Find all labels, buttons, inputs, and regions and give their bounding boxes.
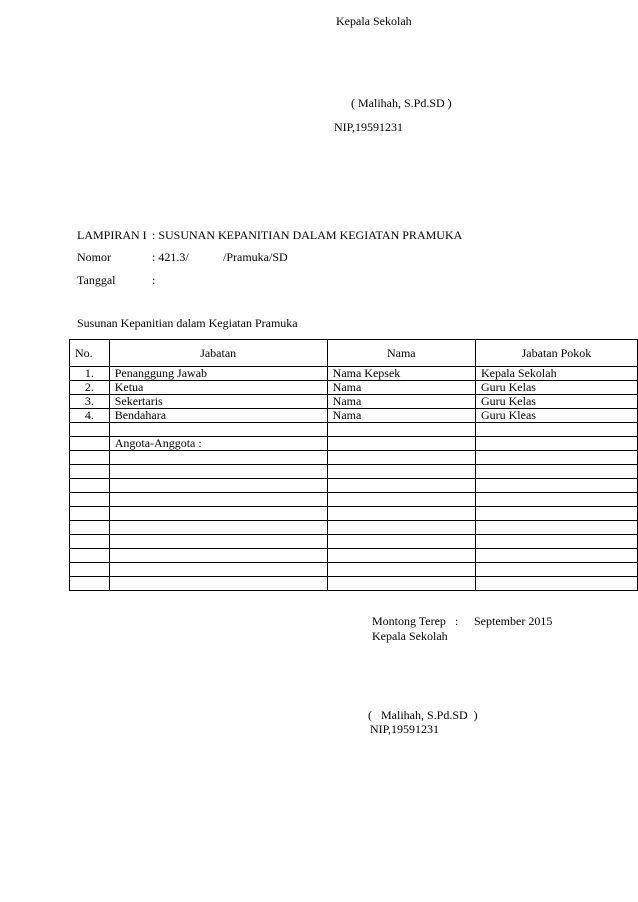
cell-nama — [327, 437, 475, 451]
cell-no: 1. — [70, 367, 110, 381]
cell-jabatan: Sekertaris — [109, 395, 327, 409]
cell-nama — [327, 493, 475, 507]
cell-jabatan-pokok — [475, 493, 637, 507]
cell-jabatan: Penanggung Jawab — [109, 367, 327, 381]
table-row — [70, 493, 638, 507]
cell-no — [70, 493, 110, 507]
top-sign-name: ( Malihah, S.Pd.SD ) — [351, 96, 452, 110]
table-row — [70, 479, 638, 493]
cell-nama — [327, 521, 475, 535]
cell-nama — [327, 507, 475, 521]
cell-no — [70, 521, 110, 535]
cell-nama — [327, 423, 475, 437]
cell-nama — [327, 577, 475, 591]
bottom-sign-name: ( Malihah, S.Pd.SD ) — [368, 708, 478, 722]
cell-jabatan — [109, 577, 327, 591]
lampiran-value: : SUSUNAN KEPANITIAN DALAM KEGIATAN PRAMUKA — [152, 228, 463, 242]
top-sign-role: Kepala Sekolah — [336, 14, 412, 28]
top-sign-nip: NIP,19591231 — [334, 120, 404, 134]
table-row — [70, 577, 638, 591]
bottom-sign-colon: : — [455, 614, 459, 628]
cell-jabatan-pokok — [475, 535, 637, 549]
cell-jabatan — [109, 563, 327, 577]
cell-no — [70, 549, 110, 563]
cell-nama: Nama — [327, 381, 475, 395]
cell-jabatan-pokok: Guru Kleas — [475, 409, 637, 423]
table-row — [70, 381, 638, 395]
cell-jabatan-pokok — [475, 465, 637, 479]
cell-jabatan — [109, 451, 327, 465]
header-jabatan-pokok: Jabatan Pokok — [475, 340, 637, 367]
cell-jabatan — [109, 479, 327, 493]
cell-jabatan-pokok — [475, 437, 637, 451]
cell-nama — [327, 451, 475, 465]
table-row — [70, 465, 638, 479]
cell-jabatan-pokok — [475, 507, 637, 521]
nomor-value: : 421.3/ — [152, 250, 189, 264]
cell-no: 2. — [70, 381, 110, 395]
cell-nama: Nama Kepsek — [327, 367, 475, 381]
cell-jabatan-pokok — [475, 549, 637, 563]
bottom-sign-place: Montong Terep — [372, 614, 446, 628]
cell-jabatan: Ketua — [109, 381, 327, 395]
cell-nama — [327, 535, 475, 549]
cell-nama — [327, 479, 475, 493]
cell-nama: Nama — [327, 409, 475, 423]
lampiran-label: LAMPIRAN I — [77, 228, 147, 242]
cell-jabatan — [109, 423, 327, 437]
header-nama: Nama — [327, 340, 475, 367]
table-row — [70, 507, 638, 521]
cell-jabatan — [109, 535, 327, 549]
cell-nama: Nama — [327, 395, 475, 409]
cell-no — [70, 451, 110, 465]
table-row — [70, 423, 638, 437]
cell-jabatan — [109, 549, 327, 563]
section-title: Susunan Kepanitian dalam Kegiatan Pramuka — [77, 316, 298, 330]
cell-no — [70, 535, 110, 549]
cell-nama — [327, 563, 475, 577]
cell-jabatan — [109, 507, 327, 521]
cell-nama — [327, 465, 475, 479]
tanggal-value: : — [152, 273, 156, 287]
cell-jabatan-pokok — [475, 479, 637, 493]
table-row — [70, 409, 638, 423]
header-no: No. — [70, 340, 110, 367]
cell-jabatan-pokok: Kepala Sekolah — [475, 367, 637, 381]
cell-jabatan-pokok — [475, 423, 637, 437]
committee-table — [69, 339, 638, 591]
table-row — [70, 395, 638, 409]
cell-no — [70, 437, 110, 451]
bottom-sign-role: Kepala Sekolah — [372, 629, 448, 643]
cell-jabatan — [109, 521, 327, 535]
nomor-suffix: /Pramuka/SD — [223, 250, 288, 264]
cell-jabatan: Bendahara — [109, 409, 327, 423]
cell-jabatan-pokok: Guru Kelas — [475, 381, 637, 395]
cell-jabatan — [109, 493, 327, 507]
cell-no — [70, 423, 110, 437]
cell-no — [70, 577, 110, 591]
cell-jabatan: Angota-Anggota : — [109, 437, 327, 451]
bottom-sign-date: September 2015 — [474, 614, 553, 628]
cell-jabatan-pokok — [475, 577, 637, 591]
bottom-sign-nip: NIP,19591231 — [370, 722, 440, 736]
cell-no — [70, 507, 110, 521]
cell-no — [70, 465, 110, 479]
cell-jabatan — [109, 465, 327, 479]
cell-no: 3. — [70, 395, 110, 409]
table-row — [70, 549, 638, 563]
cell-no — [70, 563, 110, 577]
table-row — [70, 437, 638, 451]
header-jabatan: Jabatan — [109, 340, 327, 367]
cell-no: 4. — [70, 409, 110, 423]
tanggal-label: Tanggal — [77, 273, 116, 287]
cell-no — [70, 479, 110, 493]
table-row — [70, 535, 638, 549]
table-row — [70, 521, 638, 535]
cell-jabatan-pokok — [475, 451, 637, 465]
cell-nama — [327, 549, 475, 563]
table-row — [70, 563, 638, 577]
cell-jabatan-pokok: Guru Kelas — [475, 395, 637, 409]
table-header-row — [70, 340, 638, 367]
nomor-label: Nomor — [77, 250, 111, 264]
cell-jabatan-pokok — [475, 521, 637, 535]
cell-jabatan-pokok — [475, 563, 637, 577]
table-row — [70, 367, 638, 381]
table-row — [70, 451, 638, 465]
